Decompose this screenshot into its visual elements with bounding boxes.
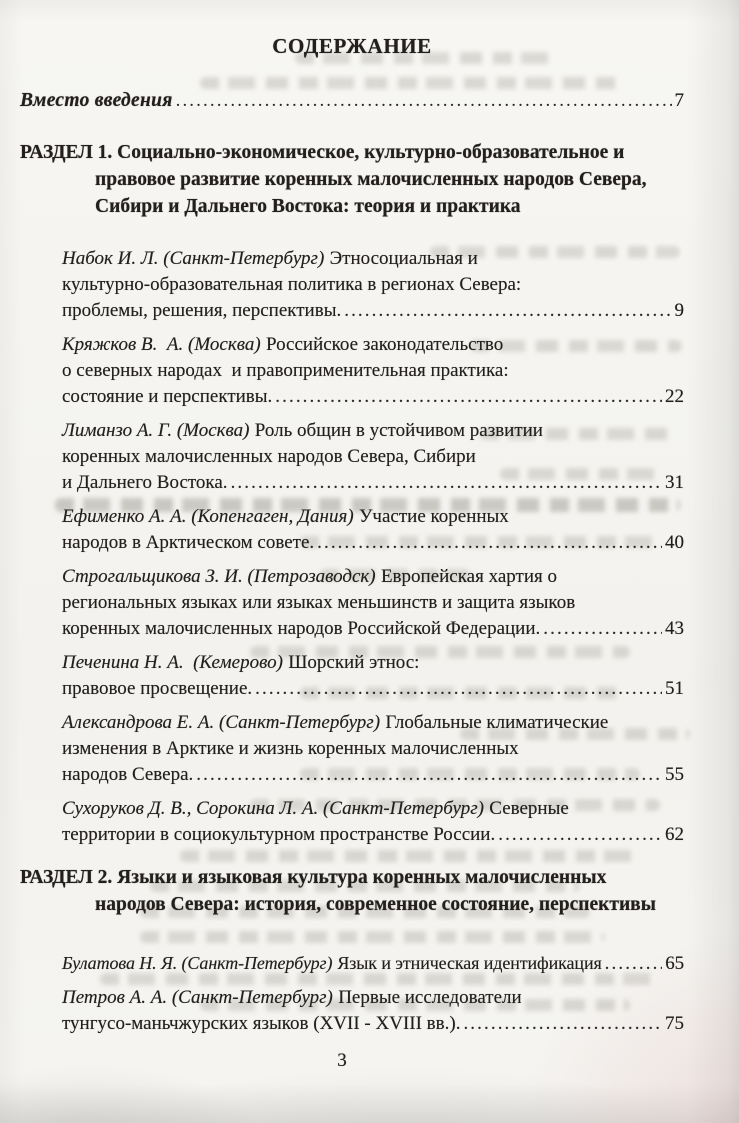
section-heading-line: правовое развитие коренных малочисленных народов Севера, (95, 169, 647, 190)
entry-line: о северных народах и правоприменительная практика: (62, 360, 509, 381)
section-heading-line: РАЗДЕЛ 2. Языки и языковая культура коренных малочисленных (20, 867, 607, 888)
section-2-heading (20, 864, 684, 918)
toc-entry (62, 650, 684, 702)
entry-line (62, 650, 684, 676)
entry-line: изменения в Арктике и жизнь коренных малочисленных (62, 738, 519, 759)
page-number: 22 (665, 386, 684, 407)
toc-entry (62, 418, 684, 496)
section-heading-line: РАЗДЕЛ 1. Социально-экономическое, культурно-образовательное и (20, 142, 625, 163)
entry-line (62, 246, 684, 272)
entry-title-text: Участие коренных (358, 506, 509, 527)
toc-entry (62, 564, 684, 642)
entry-title-text: народов Севера. (62, 764, 194, 785)
entry-line: культурно-образовательная политика в регионах Севера: (62, 274, 522, 295)
page-title: СОДЕРЖАНИЕ (272, 34, 432, 58)
entry-author: Лиманзо А. Г. (Москва) (62, 420, 250, 441)
entry-leader-line (62, 530, 684, 556)
entry-leader-line (62, 298, 684, 324)
entry-title-text: народов в Арктическом совете. (62, 532, 315, 553)
entry-line (62, 796, 684, 822)
toc-entry (62, 710, 684, 788)
entry-leader-line (62, 676, 684, 702)
page-number: 62 (665, 824, 684, 845)
entry-line (62, 985, 684, 1011)
folio-page-number: 3 (337, 1050, 347, 1071)
entry-leader-line (62, 384, 684, 410)
entry-title-text: коренных малочисленных народов Российской Федерации. (62, 618, 541, 639)
entry-title-text: тунгусо-маньчжурских языков (XVII - XVIII вв.). (62, 1013, 461, 1034)
entry-line: коренных малочисленных народов Севера, Сибири (62, 446, 476, 467)
toc-entry (62, 332, 684, 410)
entry-title-text: Роль общин в устойчивом развитии (254, 420, 543, 441)
toc-entry (62, 246, 684, 324)
page-number: 43 (665, 618, 684, 639)
toc-entry (62, 950, 684, 977)
page-number: 55 (665, 764, 684, 785)
toc-entry (62, 985, 684, 1037)
entry-leader-line (62, 822, 684, 848)
toc-entry (62, 796, 684, 848)
entry-leader-line (62, 470, 684, 496)
entry-title-text: Шорский этнос: (288, 652, 420, 673)
entry-title-text: Европейская хартия о (380, 566, 557, 587)
section-heading-line: Сибири и Дальнего Востока: теория и практика (95, 196, 521, 217)
entry-title-text: Северные (489, 798, 569, 819)
entry-title-text: состояние и перспективы. (62, 386, 273, 407)
page-number: 51 (665, 678, 684, 699)
section-1-heading (20, 139, 684, 220)
entry-title-text: Первые исследователи (338, 987, 522, 1008)
entry-author: Набок И. Л. (Санкт-Петербург) (62, 248, 325, 269)
page-number: 75 (665, 1013, 684, 1034)
dot-leader (196, 762, 662, 788)
dot-leader (255, 676, 662, 702)
dot-leader (344, 298, 671, 324)
entry-author: Ефименко А. А. (Копенгаген, Дания) (62, 506, 354, 527)
page-number: 40 (665, 532, 684, 553)
dot-leader (176, 89, 672, 113)
entry-author: Александрова Е. А. (Санкт-Петербург) (62, 712, 381, 733)
dot-leader (275, 384, 662, 410)
entry-title-text: правовое просвещение. (62, 678, 253, 699)
entry-title-text: Глобальные климатические (385, 712, 609, 733)
toc-entry (62, 504, 684, 556)
dot-leader (605, 950, 663, 977)
entry-line (62, 418, 684, 444)
entry-author: Сухоруков Д. В., Сорокина Л. А. (Санкт-Петербург) (62, 798, 484, 819)
entry-author: Петров А. А. (Санкт-Петербург) (62, 987, 333, 1008)
entry-author: Печенина Н. А. (Кемерово) (62, 652, 283, 673)
entry-title-text: Язык и этническая идентификация (337, 953, 602, 973)
page-number: 31 (665, 472, 684, 493)
dot-leader (463, 1011, 662, 1037)
entry-leader-line (62, 616, 684, 642)
page-number: 9 (674, 300, 684, 321)
entry-line (62, 564, 684, 590)
entry-line (62, 504, 684, 530)
entry-line: региональных языках или языках меньшинств и защита языков (62, 592, 576, 613)
entry-leader-line (62, 762, 684, 788)
intro-label: Вместо введения (20, 90, 173, 111)
entry-title-text: проблемы, решения, перспективы. (62, 300, 342, 321)
entry-line (62, 332, 684, 358)
section-heading-line: народов Севера: история, современное состояние, перспективы (95, 894, 656, 915)
entry-leader-line (62, 1011, 684, 1037)
dot-leader (498, 822, 662, 848)
entry-title-text: территории в социокультурном пространстве России. (62, 824, 496, 845)
toc-content (20, 0, 684, 1037)
entry-title-text: и Дальнего Востока. (62, 472, 228, 493)
entry-title-text: Этносоциальная и (329, 248, 478, 269)
dot-leader (231, 470, 662, 496)
entry-author: Строгальщикова З. И. (Петрозаводск) (62, 566, 376, 587)
entry-author: Кряжков В. А. (Москва) (62, 334, 261, 355)
entry-author: Булатова Н. Я. (Санкт-Петербург) (62, 953, 333, 973)
page-number: 7 (674, 90, 684, 111)
dot-leader (317, 530, 662, 556)
entry-title-text: Российское законодательство (265, 334, 504, 355)
entry-line (62, 710, 684, 736)
dot-leader (543, 616, 662, 642)
intro-entry (20, 89, 684, 113)
page-number: 65 (665, 953, 684, 974)
